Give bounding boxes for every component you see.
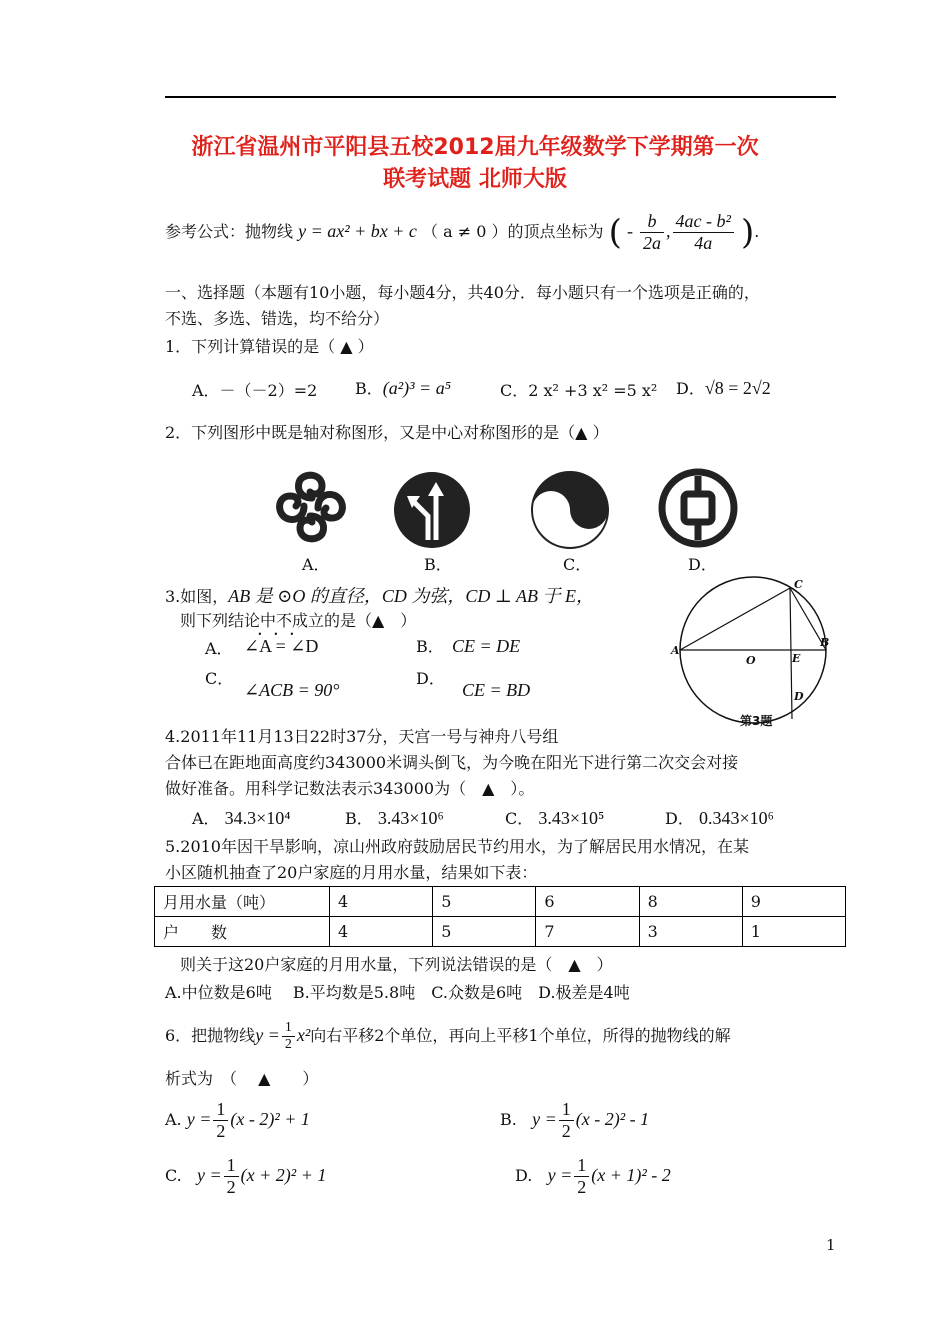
q4-option-c: C． 3.43×10⁵ (505, 808, 605, 828)
coin-symbol-icon (658, 468, 738, 548)
formula-comma: , (666, 221, 671, 241)
q4-option-a: A． 34.3×10⁴ (192, 808, 291, 828)
table-cell: 8 (639, 887, 742, 917)
q5-options: A.中位数是6吨 B.平均数是5.8吨 C.众数是6吨 D.极差是4吨 (165, 983, 630, 1002)
table-cell: 9 (742, 887, 845, 917)
q5-line1: 5.2010年因干旱影响，凉山州政府鼓励居民节约用水，为了解居民用水情况，在某 (165, 837, 749, 856)
q2-stem: 2．下列图形中既是轴对称图形，又是中心对称图形的是（▲ ） (165, 423, 609, 442)
q4-line1: 4.2011年11月13日22时37分，天宫一号与神舟八号组 (165, 727, 559, 746)
table-cell: 户 数 (155, 917, 330, 947)
q6-option-b: B. y = $\frac{1}{2}$ (x - 2)² - 1 (500, 1099, 650, 1141)
table-cell: 4 (330, 887, 433, 917)
table-cell: 月用水量（吨） (155, 887, 330, 917)
q2-figure-d (658, 468, 738, 548)
table-cell: 7 (536, 917, 639, 947)
q2-label-c: C． (563, 555, 592, 574)
page-number: 1 (826, 1236, 836, 1254)
reference-formula (165, 208, 759, 254)
formula-open-paren: ( (608, 212, 622, 253)
table-cell: 6 (536, 887, 639, 917)
q3-option-c: ∠ACB = 90° (244, 680, 340, 700)
q2-label-b: B． (424, 555, 452, 574)
q3-option-d-label: D． (416, 669, 445, 688)
q3-option-d: CE = BD (462, 680, 531, 700)
water-usage-table (154, 886, 846, 947)
q1-option-d: D．√8 = 2√2 (676, 378, 771, 398)
q6-option-a: A. y = $\frac{1}{2}$ (x - 2)² + 1 (165, 1099, 310, 1141)
q3-option-b: CE = DE (452, 636, 521, 656)
q1-option-b: B．(a²)³ = a⁵ (355, 378, 451, 398)
table-cell: 1 (742, 917, 845, 947)
title-line-2: 联考试题 北师大版 (383, 167, 567, 192)
q1-stem: 1．下列计算错误的是（ ▲ ） (165, 337, 374, 356)
q3-figure-caption: 第3题 (740, 714, 773, 728)
table-cell: 5 (433, 887, 536, 917)
table-row (155, 917, 846, 947)
point-b-label: B (820, 636, 830, 649)
table-cell: 5 (433, 917, 536, 947)
section1-line1: 一、选择题（本题有10小题，每小题4分，共40分．每小题只有一个选项是正确的， (165, 283, 760, 302)
yin-yang-icon (530, 470, 610, 550)
q1-option-a: A．－（－2）=2 (192, 381, 318, 400)
table-cell: 4 (330, 917, 433, 947)
q3-option-b-label: B． (416, 637, 444, 656)
q2-label-d: D． (688, 555, 717, 574)
q4-option-b: B． 3.43×10⁶ (345, 808, 444, 828)
formula-condition: （ a ≠ 0 ）的顶点坐标为 (422, 222, 604, 241)
q2-figure-a (270, 468, 354, 546)
point-e-label: E (792, 652, 801, 665)
q3-line1: 3.如图，AB 是 ⊙O 的直径，CD 为弦，CD ⊥ AB 于 E， (165, 586, 594, 606)
q2-label-a: A． (302, 555, 330, 574)
table-cell: 3 (639, 917, 742, 947)
q3-option-c-label: C． (205, 669, 234, 688)
formula-equation: y = ax² + bx + c (298, 221, 417, 241)
knot-symbol-icon (270, 468, 354, 546)
q3-emphasis-dots (252, 608, 300, 639)
q3-line2: 则下列结论中不成立的是（▲ ） (180, 611, 417, 630)
q4-line2: 合体已在距地面高度约343000米调头倒飞，为今晚在阳光下进行第二次交会对接 (165, 753, 739, 772)
point-d-label: D (794, 690, 804, 703)
q6-stem-continued: 析式为 （ ▲ ） (165, 1069, 319, 1088)
q3-option-a: ∠A = ∠D (244, 636, 319, 656)
q6-option-c: C. y = $\frac{1}{2}$ (x + 2)² + 1 (165, 1155, 327, 1197)
formula-vertex-y: $\frac{\text{4ac - b²}}{4a}$ (673, 211, 734, 253)
q4-option-d: D． 0.343×10⁶ (665, 808, 774, 828)
point-o-label: O (746, 654, 756, 667)
formula-end: . (754, 222, 760, 241)
formula-minus: - (626, 221, 633, 241)
q5-line2: 小区随机抽查了20户家庭的月用水量，结果如下表： (165, 863, 538, 882)
q2-figure-c (530, 470, 610, 550)
q3-option-a-label: A． (205, 639, 233, 658)
q5-after-table: 则关于这20户家庭的月用水量，下列说法错误的是（ ▲ ） (180, 955, 613, 974)
header-rule (165, 96, 836, 98)
point-c-label: C (794, 578, 803, 591)
q6-stem: 6．把抛物线y = $\frac{1}{2}$ x²向右平移2个单位，再向上平移1个单位，所得的抛物线的解 (165, 1019, 731, 1052)
formula-vertex-x: $\frac{b}{2a}$ (640, 211, 664, 253)
road-sign-icon (392, 470, 472, 550)
q2-figure-b (392, 470, 472, 550)
section1-line2: 不选、多选、错选，均不给分） (165, 309, 390, 328)
q6-option-d: D. y = $\frac{1}{2}$ (x + 1)² - 2 (515, 1155, 671, 1197)
title-line-1: 浙江省温州市平阳县五校2012届九年级数学下学期第一次 (191, 135, 759, 160)
point-a-label: A (671, 644, 680, 657)
formula-prefix: 参考公式：抛物线 (165, 222, 294, 241)
q1-option-c: C．2 x² +3 x² =5 x² (500, 381, 658, 400)
formula-close-paren: ) (741, 212, 755, 253)
q4-line3: 做好准备。用科学记数法表示343000为（ ▲ ）。 (165, 779, 535, 798)
table-row (155, 887, 846, 917)
